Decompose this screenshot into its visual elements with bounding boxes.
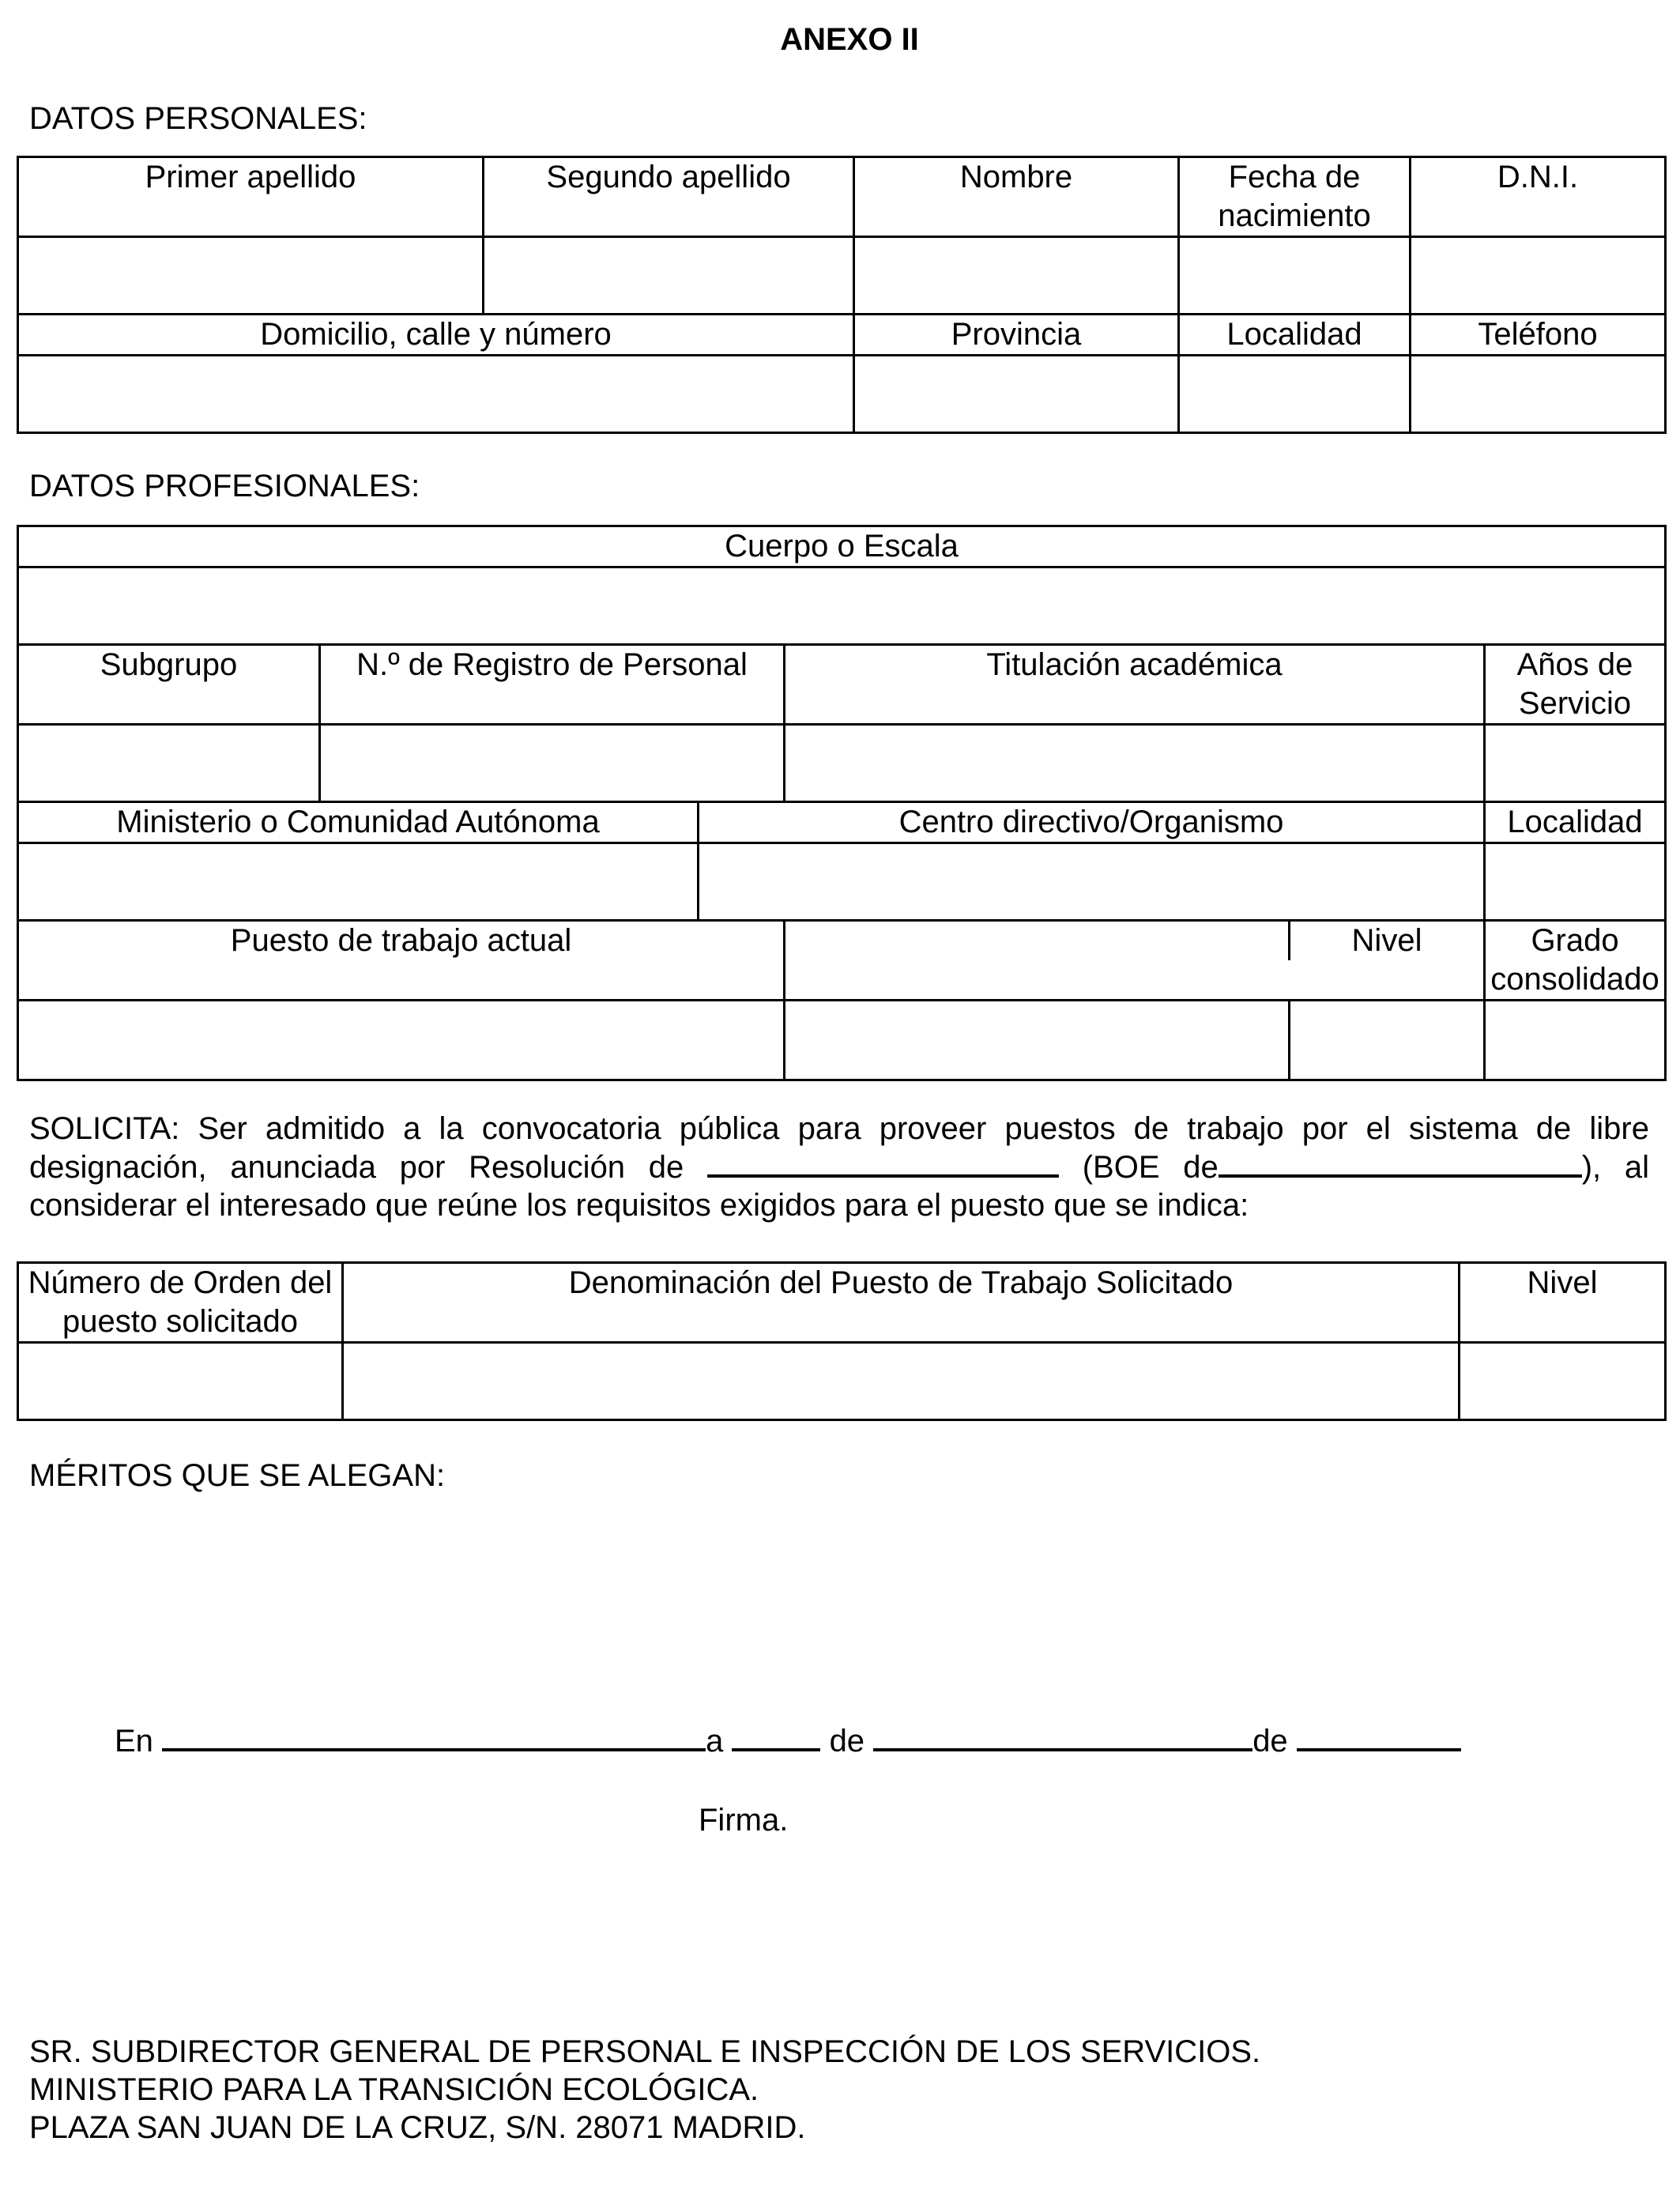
solicita-text-3: ), al considerar el interesado que reúne los requisitos exigidos para el puesto que se indica:: [29, 1150, 1649, 1223]
date-place-line: [115, 1721, 1461, 1761]
registro-personal-field[interactable]: [320, 725, 785, 802]
nombre-field[interactable]: [854, 237, 1179, 315]
header-nombre: Nombre: [854, 157, 1179, 237]
solicita-paragraph: [29, 1110, 1649, 1224]
de-label-1: de: [829, 1724, 865, 1759]
en-label: En: [115, 1724, 153, 1759]
solicita-text-2: (BOE de: [1082, 1150, 1219, 1185]
address-line-3: PLAZA SAN JUAN DE LA CRUZ, S/N. 28071 MADRID.: [29, 2110, 806, 2145]
table-input-row: [18, 237, 1666, 315]
centro-directivo-field[interactable]: [699, 843, 1485, 921]
table-input-row: [18, 1001, 1666, 1080]
localidad-prof-field[interactable]: [1485, 843, 1666, 921]
boe-date-blank[interactable]: [1219, 1148, 1582, 1178]
solicita-text-1: SOLICITA: Ser admitido a la convocatoria pública para proveer puestos de trabajo por el sistema de libre designación, anunciada por Resolución de: [29, 1111, 1649, 1185]
grado-consolidado-field[interactable]: [1485, 1001, 1666, 1080]
localidad-field[interactable]: [1179, 356, 1411, 433]
address-line-1: SR. SUBDIRECTOR GENERAL DE PERSONAL E INSPECCIÓN DE LOS SERVICIOS.: [29, 2034, 1261, 2069]
anos-servicio-field[interactable]: [1485, 725, 1666, 802]
table-header-row: [18, 802, 1666, 843]
dni-field[interactable]: [1411, 237, 1666, 315]
header-dni: D.N.I.: [1411, 157, 1666, 237]
header-segundo-apellido: Segundo apellido: [484, 157, 854, 237]
table-header-row: [18, 315, 1666, 356]
puesto-actual-field-extension[interactable]: [785, 1001, 1288, 1079]
subgrupo-field[interactable]: [18, 725, 320, 802]
header-nivel-solicitado: Nivel: [1460, 1263, 1666, 1343]
denominacion-field[interactable]: [343, 1343, 1460, 1420]
titulacion-field[interactable]: [785, 725, 1485, 802]
header-fecha-nacimiento: Fecha de nacimiento: [1179, 157, 1411, 237]
provincia-field[interactable]: [854, 356, 1179, 433]
datos-profesionales-table: [17, 525, 1667, 1081]
datos-profesionales-heading: DATOS PROFESIONALES:: [29, 469, 420, 503]
telefono-field[interactable]: [1411, 356, 1666, 433]
numero-orden-field[interactable]: [18, 1343, 343, 1420]
datos-personales-table: [17, 156, 1667, 434]
header-puesto-actual: Puesto de trabajo actual: [18, 921, 785, 1001]
puesto-nivel-split-input: [785, 1001, 1485, 1080]
header-cuerpo-escala: Cuerpo o Escala: [18, 526, 1666, 567]
firma-label: Firma.: [699, 1803, 789, 1838]
table-input-row: [18, 356, 1666, 433]
table-input-row: [18, 567, 1666, 645]
header-anos-servicio: Años de Servicio: [1485, 645, 1666, 725]
address-line-2: MINISTERIO PARA LA TRANSICIÓN ECOLÓGICA.: [29, 2072, 759, 2107]
header-numero-orden: Número de Orden del puesto solicitado: [18, 1263, 343, 1343]
header-localidad-prof: Localidad: [1485, 802, 1666, 843]
day-blank[interactable]: [732, 1721, 820, 1751]
ministerio-field[interactable]: [18, 843, 699, 921]
a-label: a: [706, 1724, 724, 1759]
segundo-apellido-field[interactable]: [484, 237, 854, 315]
header-grado-consolidado: Grado consolidado: [1485, 921, 1666, 1001]
puesto-actual-field[interactable]: [18, 1001, 785, 1080]
table-input-row: [18, 1343, 1666, 1420]
table-header-row: [18, 1263, 1666, 1343]
header-denominacion: Denominación del Puesto de Trabajo Solicitado: [343, 1263, 1460, 1343]
header-provincia: Provincia: [854, 315, 1179, 356]
nivel-prof-field[interactable]: [1288, 1001, 1483, 1079]
table-header-row: [18, 645, 1666, 725]
fecha-nacimiento-field[interactable]: [1179, 237, 1411, 315]
header-primer-apellido: Primer apellido: [18, 157, 484, 237]
puesto-solicitado-table: [17, 1261, 1667, 1421]
de-label-2: de: [1252, 1724, 1288, 1759]
page-title: ANEXO II: [780, 22, 919, 57]
cuerpo-escala-field[interactable]: [18, 567, 1666, 645]
table-header-row: [18, 921, 1666, 1001]
year-blank[interactable]: [1297, 1721, 1461, 1751]
datos-personales-heading: DATOS PERSONALES:: [29, 101, 367, 136]
header-nivel-prof: Nivel: [1288, 922, 1483, 960]
header-ministerio: Ministerio o Comunidad Autónoma: [18, 802, 699, 843]
place-blank[interactable]: [162, 1721, 706, 1751]
table-input-row: [18, 725, 1666, 802]
header-registro-personal: N.º de Registro de Personal: [320, 645, 785, 725]
header-domicilio: Domicilio, calle y número: [18, 315, 854, 356]
header-localidad: Localidad: [1179, 315, 1411, 356]
header-subgrupo: Subgrupo: [18, 645, 320, 725]
domicilio-field[interactable]: [18, 356, 854, 433]
header-telefono: Teléfono: [1411, 315, 1666, 356]
nivel-solicitado-field[interactable]: [1460, 1343, 1666, 1420]
month-blank[interactable]: [873, 1721, 1252, 1751]
resolucion-blank[interactable]: [707, 1148, 1059, 1178]
table-header-row: [18, 526, 1666, 567]
primer-apellido-field[interactable]: [18, 237, 484, 315]
header-titulacion: Titulación académica: [785, 645, 1485, 725]
header-centro-directivo: Centro directivo/Organismo: [699, 802, 1485, 843]
puesto-nivel-split: [785, 921, 1485, 1001]
table-header-row: [18, 157, 1666, 237]
table-input-row: [18, 843, 1666, 921]
meritos-heading: MÉRITOS QUE SE ALEGAN:: [29, 1458, 446, 1493]
